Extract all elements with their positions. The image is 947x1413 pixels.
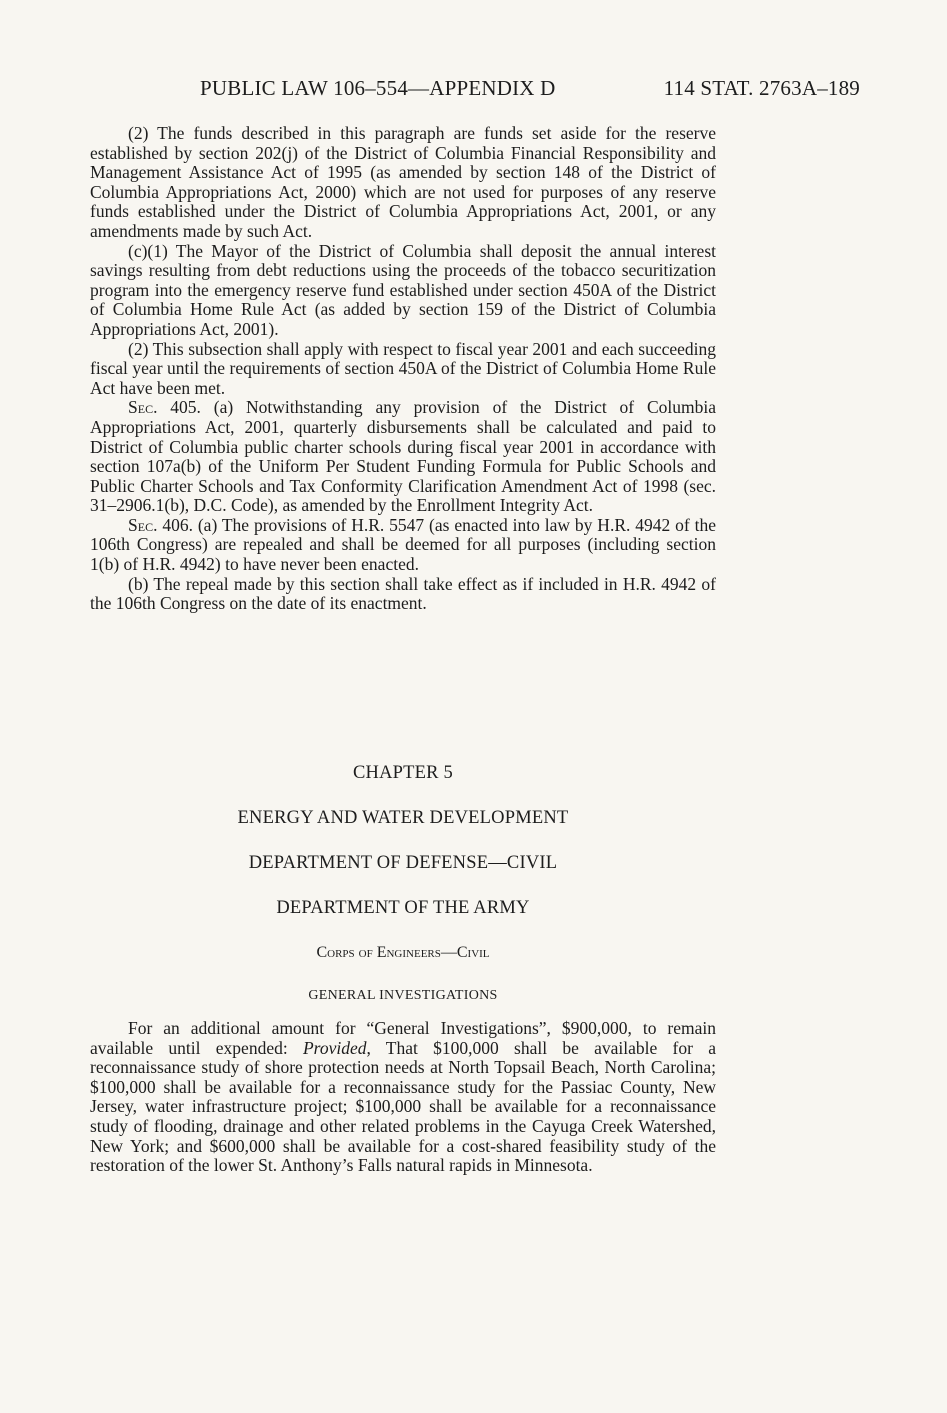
paragraph-c2: (2) This subsection shall apply with respect to fiscal year 2001 and each succeeding fiscal year until the requirements of section 450A of the District of Columbia Home Rule Act have been met.: [90, 338, 716, 398]
paragraph-c1: (c)(1) The Mayor of the District of Columbia shall deposit the annual interest savings resulting from debt reductions using the proceeds of the tobacco securitization program into the emergency reserve fund established under section 450A of the District of Columbia Home Rule Act (as added by section 159 of the District of Columbia Appropriations Act, 2001).: [90, 240, 716, 339]
gi-text-end: , That $100,000 shall be available for a reconnaissance study of shore protection needs at North Topsail Beach, North Carolina; $100,000 shall be available for a reconnaissance study for the Passiac County, New Jersey, water infrastructure project; $100,000 shall be available for a reconnaissance study of flooding, drainage and other related problems in the Cayuga Creek Watershed, New York; and $600,000 shall be available for a cost-shared feasibility study of the restoration of the lower St. Anthony’s Falls natural rapids in Minnesota.: [90, 1037, 717, 1176]
header-left: PUBLIC LAW 106–554—APPENDIX D: [200, 76, 556, 100]
investigations-body: [90, 1019, 716, 1176]
investigations-paragraph: [90, 1019, 716, 1176]
body-text: [90, 124, 716, 614]
section-405-text: (a) Notwithstanding any provision of the District of Columbia Appropriations Act, 2001, quarterly disbursements shall be calculated and paid to District of Columbia public charter schools during fiscal year 2001 in accordance with section 107a(b) of the Uniform Per Student Funding Formula for Public Schools and Public Charter Schools and Tax Conformity Clarification Amendment Act of 1998 (sec. 31–2906.1(b), D.C. Code), as amended by the Enrollment Integrity Act.: [90, 397, 716, 516]
section-406-text: (a) The provisions of H.R. 5547 (as enacted into law by H.R. 4942 of the 106th Congress) are repealed and shall be deemed for all purposes (including section 1(b) of H.R. 4942) to have never been enacted.: [90, 514, 716, 575]
header-right: 114 STAT. 2763A–189: [663, 76, 860, 100]
corps-heading: Corps of Engineers—Civil: [316, 944, 490, 961]
title-heading: ENERGY AND WATER DEVELOPMENT: [237, 808, 569, 828]
department-heading: DEPARTMENT OF DEFENSE—CIVIL: [248, 853, 558, 873]
gi-provided: Provided: [302, 1037, 367, 1058]
running-header: [200, 76, 860, 101]
paragraph-b2: (2) The funds described in this paragraph are funds set aside for the reserve established by section 202(j) of the District of Columbia Financial Responsibility and Management Assistance Act of 1995 (as amended by section 148 of the District of Columbia Appropriations Act, 2000) which are not used for purposes of any reserve funds established under the District of Columbia Appropriations Act, 2001, or any amendments made by such Act.: [90, 123, 716, 241]
gi-text-start: For an additional amount for “General Investigations”, $900,000, to remain available until expended:: [90, 1018, 716, 1058]
chapter-heading: CHAPTER 5: [353, 763, 453, 783]
section-405-label: Sec. 405.: [128, 397, 201, 418]
section-406-label: Sec. 406.: [128, 514, 193, 535]
army-heading: DEPARTMENT OF THE ARMY: [276, 898, 530, 918]
section-406-b: (b) The repeal made by this section shall take effect as if included in H.R. 4942 of the 106th Congress on the date of its enactment.: [90, 573, 716, 614]
section-406: [90, 516, 716, 575]
investigations-heading: GENERAL INVESTIGATIONS: [308, 988, 498, 1003]
section-405: [90, 398, 716, 516]
